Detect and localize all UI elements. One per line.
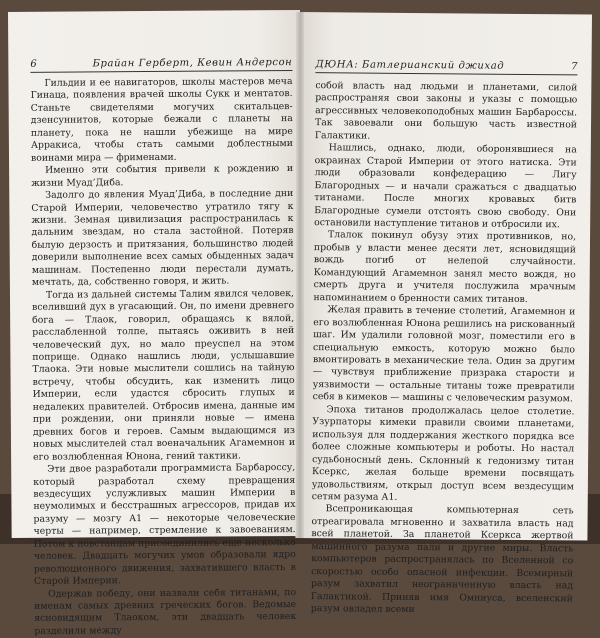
paragraph: Эпоха титанов продолжалась целое столетие. Узурпаторы кимеки правили своими планетами, используя для поддержания жесткого порядка все более сложные компьютеры и роботы. Но настал судьбоносный день. Склонный к гедонизму титан Ксеркс, желая больше времени посвящать удовольствиям, открыл доступ всем вездесущим сетям разума А1. <box>311 404 575 503</box>
paragraph: Тогда из дальней системы Талим явился человек, вселивший дух в угасающий. Он, по имени древнего бога — Тлаок, говорил, обращаясь к вялой, расслабленной толпе, пытаясь оживить в ней человеческий дух, но мало преуспел на этом поприще. Однако нашлись люди, услышавшие Тлаока. Эти новые мыслители сошлись на тайную встречу, чтобы обсудить, как изменить лицо Империи, если удастся сбросить глупых и недалеких правителей. Отбросив имена, данные им при рождении, они приняли новые — имена древних богов и героев. Самым выдающимся из новых мыслителей стал военачальник Агамемнон и его возлюбленная Юнона, гений тактики. <box>32 287 296 463</box>
paragraph: собой власть над людьми и планетами, силой распространяя свои законы и указы с помощью агрессивных человекоподобных машин Барбароссы. Так завоевали они большую часть известной Галактики. <box>314 80 578 142</box>
right-page-number: 7 <box>571 61 578 73</box>
right-body-text <box>311 80 578 618</box>
paragraph: Всепроникающая компьютерная сеть отреагировала мгновенно и захватила власть над всей планетой. За планетой Ксеркса жертвой машинного разума пали и другие миры. Власть компьютеров распространялась по Вселенной со скоростью особо опасной инфекции. Всемирный разум захватил неограниченную власть над Галактикой. Приняв имя Омниуса, вселенский разум овладел всеми <box>310 503 574 616</box>
right-header-title: ДЮНА: Батлерианский джихад <box>315 59 505 72</box>
paragraph: Нашлись, однако, люди, оборонявшиеся на окраинах Старой Империи от этого натиска. Эти люди образовали конфедерацию — Лигу Благородных — и начали сражаться с двадцатью титанами. После многих кровавых битв Благородные сумели отстоять свою свободу. Они остановили наступление титанов и отбросили их. <box>314 142 577 231</box>
left-body-text <box>30 76 296 638</box>
paragraph: Именно эти события привели к рождению и жизни Муад’Диба. <box>31 163 294 189</box>
paragraph: Тлалок покинул обузу этих противников, но, пробыв у власти менее десяти лет, ясновидящий вождь погиб от нелепой случайности. Командующий Агамемнон занял место вождя, но смерть друга и учителя послужила мрачным напоминанием о бренности самих титанов. <box>313 229 577 305</box>
paragraph: Гильдии и ее навигаторов, школы мастеров меча Гинаца, появления врачей школы Сукк и ментатов. Станьте свидетелями могучих скитальцев-дзенсуннитов, которые бежали с планеты на планету, пока не нашли убежище на мире Арракиса, чтобы стать самыми доблестными воинами мира — фрименами. <box>30 76 293 164</box>
right-running-header <box>315 57 577 75</box>
left-page-number: 6 <box>30 58 37 70</box>
paragraph: Одержав победу, они назвали себя титанами, по именам самых древних греческих богов. Ведомые ясновидящим Тлаоком, эти двадцать человек разделили между <box>34 586 297 637</box>
left-running-header <box>30 55 292 73</box>
right-page <box>295 12 592 616</box>
left-header-title: Брайан Герберт, Кевин Андерсон <box>92 57 293 70</box>
paragraph: Задолго до явления Муад’Диба, в последние дни Старой Империи, человечество утратило тягу к жизни. Земная цивилизация распространилась к дальним звездам, но стала застойной. Потеряв былую дерзость и притязания, большинство людей доверили выполнение всех самых обыденных задач машинам. Постепенно люди перестали думать, мечтать, да, собственно говоря, и жить. <box>31 188 294 289</box>
left-page <box>8 10 304 637</box>
paragraph: Желая править в течение столетий, Агамемнон и его возлюбленная Юнона решились на рискованный шаг. Им удалили головной мозг, поместили его в специальную емкость, которую можно было вмонтировать в механические тела. Один за другим — чувствуя приближение призрака старости и уязвимости — остальные титаны тоже превратили себя в кимеков — машины с человеческим разумом. <box>312 304 576 405</box>
paragraph: Эти двое разработали программиста Барбароссу, который разработал схему превращения вездесущих услужливых машин Империи в неумолимых и бесстрашных агрессоров, придав их разуму — мозгу А1 — некоторые человеческие черты — например, стремление к завоеваниям. Потом к повстанцам присоединились еще несколько человек. Двадцать могучих умов образовали ядро революционного движения, захватившего власть в Старой Империи. <box>33 462 296 587</box>
book-gutter <box>296 12 304 538</box>
